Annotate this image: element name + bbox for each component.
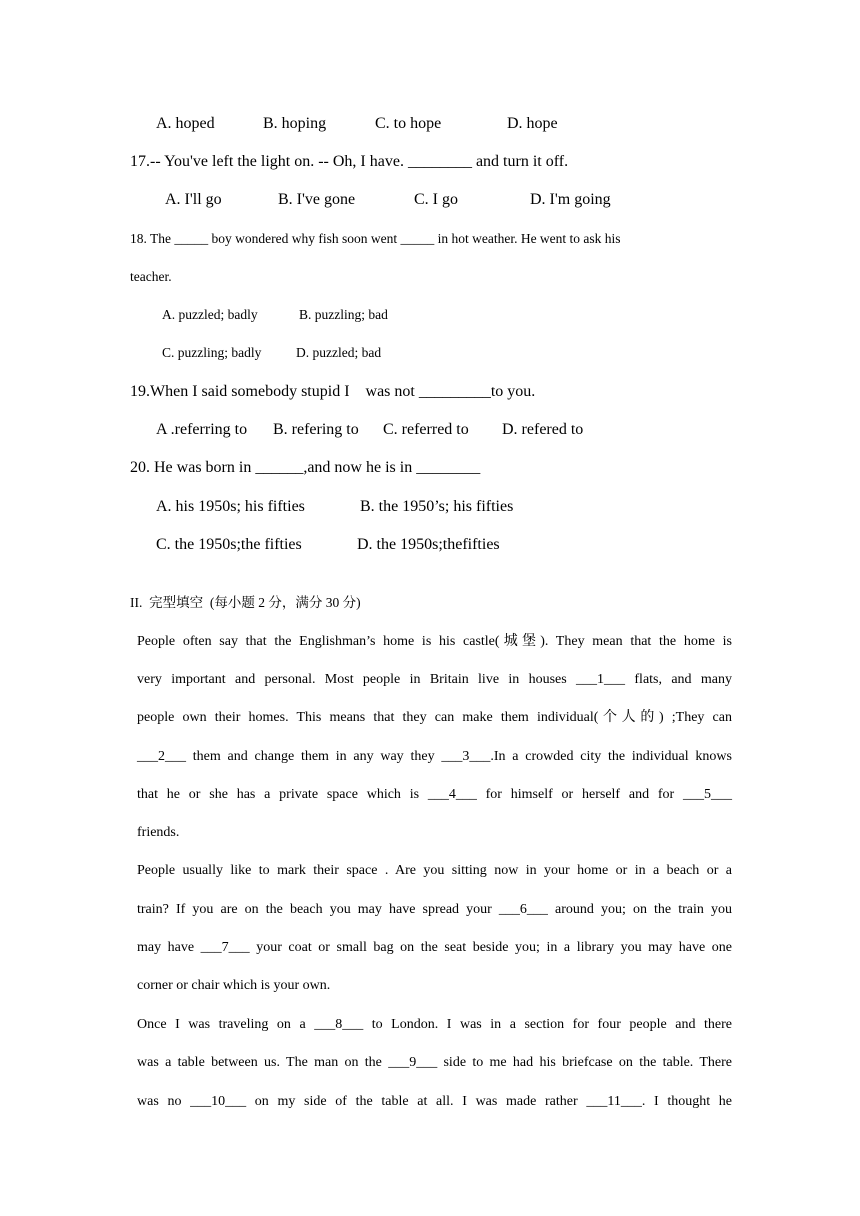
passage-line: Once I was traveling on a ___8___ to London. I was in a section for four people and there — [137, 1017, 732, 1032]
q19-stem: 19.When I said somebody stupid I was not _________to you. — [130, 383, 536, 400]
q16-option-b: B. hoping — [263, 115, 327, 132]
section2-heading: II. 完型填空 (每小题 2 分，满分 30 分) — [130, 595, 361, 610]
q18-stem-line1: 18. The _____ boy wondered why fish soon went _____ in hot weather. He went to ask his — [130, 231, 621, 246]
passage-line: was no ___10___ on my side of the table at all. I was made rather ___11___. I thought he — [137, 1094, 732, 1109]
passage-line: people own their homes. This means that they can make them individual(个人的) ;They can — [137, 710, 732, 725]
q20-option-d: D. the 1950s;thefifties — [357, 536, 500, 553]
q19-option-a: A .referring to — [156, 421, 248, 438]
passage-line: may have ___7___ your coat or small bag on the seat beside you; in a library you may have one — [137, 940, 732, 955]
passage-line: corner or chair which is your own. — [137, 978, 331, 993]
q18-option-c: C. puzzling; badly — [162, 345, 262, 360]
q16-option-d: D. hope — [507, 115, 558, 132]
q20-option-c: C. the 1950s;the fifties — [156, 536, 302, 553]
q20-stem: 20. He was born in ______,and now he is in ________ — [130, 459, 481, 476]
q17-option-a: A. I'll go — [165, 191, 222, 208]
q18-stem-line2: teacher. — [130, 269, 172, 284]
q17-stem: 17.-- You've left the light on. -- Oh, I have. ________ and turn it off. — [130, 153, 569, 170]
q19-option-c: C. referred to — [383, 421, 469, 438]
passage-line: very important and personal. Most people in Britain live in houses ___1___ flats, and many — [137, 672, 732, 687]
q19-option-b: B. refering to — [273, 421, 359, 438]
q18-option-a: A. puzzled; badly — [162, 307, 258, 322]
passage-line: People usually like to mark their space . Are you sitting now in your home or in a beach or a — [137, 863, 732, 878]
q20-option-a: A. his 1950s; his fifties — [156, 498, 305, 515]
q17-option-d: D. I'm going — [530, 191, 611, 208]
q17-option-c: C. I go — [414, 191, 458, 208]
passage-line: that he or she has a private space which is ___4___ for himself or herself and for ___5___ — [137, 787, 732, 802]
passage-line: People often say that the Englishman’s home is his castle(城堡). They mean that the home is — [137, 634, 732, 649]
passage-line: ___2___ them and change them in any way they ___3___.In a crowded city the individual knows — [137, 749, 732, 764]
q18-option-b: B. puzzling; bad — [299, 307, 388, 322]
q19-option-d: D. refered to — [502, 421, 584, 438]
passage-line: friends. — [137, 825, 180, 840]
q17-option-b: B. I've gone — [278, 191, 356, 208]
q16-option-c: C. to hope — [375, 115, 442, 132]
q18-option-d: D. puzzled; bad — [296, 345, 382, 360]
q16-option-a: A. hoped — [156, 115, 215, 132]
passage-line: train? If you are on the beach you may have spread your ___6___ around you; on the train you — [137, 902, 732, 917]
passage-line: was a table between us. The man on the ___9___ side to me had his briefcase on the table. There — [137, 1055, 732, 1070]
q20-option-b: B. the 1950’s; his fifties — [360, 498, 514, 515]
